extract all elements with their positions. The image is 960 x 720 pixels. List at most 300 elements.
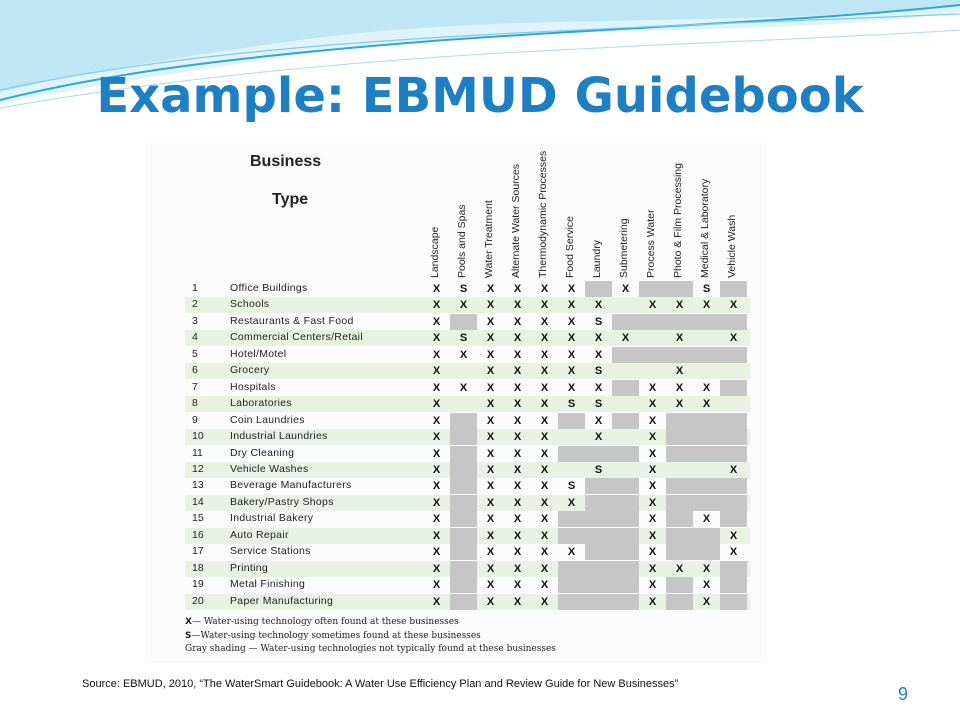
row-number: 7 xyxy=(192,380,198,393)
table-header-business: Business xyxy=(250,153,322,170)
table-cell: X xyxy=(486,283,495,295)
row-number: 10 xyxy=(192,430,204,443)
table-cell: X xyxy=(432,562,441,575)
table-cell: X xyxy=(540,381,549,394)
table-cell: X xyxy=(486,398,495,411)
legend-gray-text: Gray shading — Water-using technologies not typically found at these businesses xyxy=(185,644,556,654)
table-cell: X xyxy=(486,480,495,493)
table-cell: X xyxy=(513,414,522,427)
gray-cell xyxy=(666,594,693,610)
gray-cell xyxy=(666,446,693,462)
gray-cell xyxy=(612,495,639,511)
table-cell: X xyxy=(486,365,495,378)
row-number: 9 xyxy=(192,413,198,426)
table-cell: X xyxy=(540,463,549,476)
gray-cell xyxy=(693,495,720,511)
business-type-name: Hotel/Motel xyxy=(230,347,287,360)
source-citation: Source: EBMUD, 2010, “The WaterSmart Guidebook: A Water Use Efficiency Plan and Review Guide for New Businesses” xyxy=(82,678,679,690)
table-cell xyxy=(693,330,720,346)
table-row xyxy=(185,380,750,396)
table-cell: X xyxy=(432,381,441,394)
table-cell: X xyxy=(486,332,495,345)
table-cell: X xyxy=(432,332,441,345)
row-number: 5 xyxy=(192,347,198,360)
table-cell: X xyxy=(513,513,522,526)
column-header-10: Medical & Laboratory xyxy=(699,178,711,278)
table-cell: X xyxy=(729,529,738,542)
gray-cell xyxy=(450,429,477,445)
table-cell: X xyxy=(540,348,549,361)
gray-cell xyxy=(450,462,477,478)
gray-cell xyxy=(693,347,720,363)
table-cell: X xyxy=(513,463,522,476)
gray-cell xyxy=(558,594,585,610)
row-number: 1 xyxy=(192,282,198,294)
legend-gray xyxy=(185,644,556,654)
table-row xyxy=(185,577,750,593)
table-row xyxy=(185,330,750,346)
table-cell: X xyxy=(432,529,441,542)
table-cell: X xyxy=(513,398,522,411)
table-cell: X xyxy=(540,513,549,526)
table-cell: X xyxy=(432,513,441,526)
table-cell: X xyxy=(432,595,441,608)
gray-cell xyxy=(450,544,477,560)
table-row xyxy=(185,594,750,610)
gray-cell xyxy=(612,561,639,577)
table-cell: X xyxy=(648,562,657,575)
table-cell: X xyxy=(540,283,549,295)
table-cell: X xyxy=(594,299,603,312)
gray-cell xyxy=(450,528,477,544)
table-cell: S xyxy=(459,332,468,345)
gray-cell xyxy=(558,561,585,577)
gray-cell xyxy=(639,281,666,297)
gray-cell xyxy=(639,314,666,330)
gray-cell xyxy=(693,446,720,462)
row-number: 20 xyxy=(192,594,204,607)
column-header-5: Food Service xyxy=(564,216,576,278)
gray-cell xyxy=(666,511,693,527)
business-type-name: Vehicle Washes xyxy=(230,462,309,475)
table-cell: X xyxy=(486,299,495,312)
gray-cell xyxy=(720,594,747,610)
table-cell: X xyxy=(432,496,441,509)
table-cell: X xyxy=(567,546,576,559)
table-row xyxy=(185,446,750,462)
table-row xyxy=(185,396,750,412)
gray-cell xyxy=(558,413,585,429)
gray-cell xyxy=(585,511,612,527)
table-cell: X xyxy=(432,365,441,378)
row-number: 2 xyxy=(192,298,198,311)
gray-cell xyxy=(720,314,747,330)
gray-cell xyxy=(693,544,720,560)
business-type-name: Paper Manufacturing xyxy=(230,594,334,607)
table-cell: X xyxy=(540,299,549,312)
legend-s-text: —Water-using technology sometimes found at these businesses xyxy=(191,631,481,641)
gray-cell xyxy=(612,511,639,527)
table-cell: X xyxy=(648,480,657,493)
page-number: 9 xyxy=(898,684,909,704)
table-cell: X xyxy=(459,381,468,394)
gray-cell xyxy=(666,577,693,593)
table-cell: X xyxy=(567,348,576,361)
table-cell: X xyxy=(648,496,657,509)
table-cell: X xyxy=(432,463,441,476)
table-cell: X xyxy=(432,431,441,444)
table-cell: X xyxy=(540,315,549,328)
table-cell xyxy=(612,462,639,478)
gray-cell xyxy=(450,511,477,527)
table-cell: X xyxy=(648,447,657,460)
table-cell: X xyxy=(486,546,495,559)
legend-x-key: X xyxy=(185,617,192,627)
table-cell: X xyxy=(432,315,441,328)
table-cell xyxy=(612,429,639,445)
table-cell: X xyxy=(648,546,657,559)
gray-cell xyxy=(666,413,693,429)
row-number: 15 xyxy=(192,512,204,525)
table-cell: X xyxy=(567,496,576,509)
business-type-name: Restaurants & Fast Food xyxy=(230,314,354,327)
gray-cell xyxy=(720,495,747,511)
table-cell: X xyxy=(486,496,495,509)
gray-cell xyxy=(720,380,747,396)
gray-cell xyxy=(720,577,747,593)
gray-cell xyxy=(612,446,639,462)
row-number: 18 xyxy=(192,561,204,574)
table-cell: X xyxy=(675,398,684,411)
table-cell: X xyxy=(540,562,549,575)
table-cell: S xyxy=(594,315,603,328)
table-cell: X xyxy=(540,595,549,608)
business-type-name: Commercial Centers/Retail xyxy=(230,331,363,344)
column-header-6: Laundry xyxy=(591,240,603,278)
table-cell: X xyxy=(675,332,684,345)
table-cell: X xyxy=(594,414,603,427)
table-cell: X xyxy=(648,529,657,542)
table-cell: X xyxy=(648,299,657,312)
table-cell: X xyxy=(675,381,684,394)
gray-cell xyxy=(558,528,585,544)
gray-cell xyxy=(585,495,612,511)
table-cell xyxy=(450,396,477,412)
gray-cell xyxy=(720,281,747,297)
table-cell: X xyxy=(729,332,738,345)
table-cell: X xyxy=(567,332,576,345)
table-row xyxy=(185,297,750,313)
table-cell: X xyxy=(540,332,549,345)
table-cell: X xyxy=(567,365,576,378)
gray-cell xyxy=(693,478,720,494)
table-cell: X xyxy=(648,431,657,444)
table-row xyxy=(185,511,750,527)
table-cell: X xyxy=(432,299,441,312)
table-cell: X xyxy=(459,299,468,312)
gray-cell xyxy=(585,528,612,544)
column-header-3: Alternate Water Sources xyxy=(510,164,522,278)
table-cell: X xyxy=(621,332,630,345)
gray-cell xyxy=(450,577,477,593)
table-row xyxy=(185,363,750,379)
table-cell: X xyxy=(540,398,549,411)
business-type-name: Schools xyxy=(230,298,270,311)
table-cell xyxy=(720,363,747,379)
table-cell: X xyxy=(702,595,711,608)
row-number: 14 xyxy=(192,495,204,508)
table-cell: X xyxy=(513,431,522,444)
column-header-9: Photo & Film Processing xyxy=(672,163,684,278)
row-number: 19 xyxy=(192,578,204,591)
table-row xyxy=(185,478,750,494)
column-header-7: Submetering xyxy=(618,218,630,278)
gray-cell xyxy=(720,429,747,445)
table-row xyxy=(185,347,750,363)
table-cell: X xyxy=(648,414,657,427)
table-cell: X xyxy=(594,431,603,444)
row-number: 4 xyxy=(192,331,198,344)
table-cell: X xyxy=(540,447,549,460)
table-cell xyxy=(666,462,693,478)
business-type-name: Industrial Bakery xyxy=(230,512,314,525)
gray-cell xyxy=(450,314,477,330)
table-cell: X xyxy=(648,381,657,394)
gray-cell xyxy=(720,511,747,527)
table-cell: X xyxy=(513,529,522,542)
table-row xyxy=(185,561,750,577)
table-cell: X xyxy=(648,579,657,592)
column-header-0: Landscape xyxy=(429,226,441,278)
gray-cell xyxy=(450,413,477,429)
table-cell: X xyxy=(486,381,495,394)
gray-cell xyxy=(612,478,639,494)
table-cell xyxy=(612,297,639,313)
business-type-name: Hospitals xyxy=(230,380,276,393)
table-cell: X xyxy=(594,332,603,345)
table-cell: X xyxy=(513,595,522,608)
table-cell: X xyxy=(513,381,522,394)
table-cell: X xyxy=(540,529,549,542)
table-cell: X xyxy=(540,496,549,509)
gray-cell xyxy=(585,544,612,560)
table-cell: X xyxy=(513,447,522,460)
row-number: 12 xyxy=(192,462,204,475)
table-cell: S xyxy=(702,283,711,295)
gray-cell xyxy=(639,347,666,363)
business-type-name: Beverage Manufacturers xyxy=(230,479,352,492)
row-number: 3 xyxy=(192,314,198,327)
table-header-type: Type xyxy=(272,191,309,208)
gray-cell xyxy=(450,594,477,610)
table-cell xyxy=(639,330,666,346)
table-cell: X xyxy=(486,463,495,476)
business-type-name: Grocery xyxy=(230,364,270,377)
gray-cell xyxy=(693,314,720,330)
table-row xyxy=(185,413,750,429)
gray-cell xyxy=(720,347,747,363)
table-cell: X xyxy=(702,513,711,526)
gray-cell xyxy=(585,561,612,577)
table-cell: X xyxy=(567,299,576,312)
gray-cell xyxy=(450,446,477,462)
table-cell: X xyxy=(594,381,603,394)
table-cell: X xyxy=(432,414,441,427)
column-header-2: Water Treatment xyxy=(483,200,495,278)
business-type-name: Bakery/Pastry Shops xyxy=(230,495,334,508)
table-cell: X xyxy=(675,562,684,575)
table-cell: X xyxy=(513,480,522,493)
table-cell: X xyxy=(459,348,468,361)
gray-cell xyxy=(693,413,720,429)
gray-cell xyxy=(666,281,693,297)
table-cell: X xyxy=(702,381,711,394)
business-type-name: Service Stations xyxy=(230,545,311,558)
business-type-name: Office Buildings xyxy=(230,282,308,294)
table-cell: S xyxy=(594,463,603,476)
table-cell xyxy=(693,363,720,379)
gray-cell xyxy=(612,380,639,396)
business-type-name: Industrial Laundries xyxy=(230,430,328,443)
table-cell: X xyxy=(567,381,576,394)
table-cell: X xyxy=(594,348,603,361)
gray-cell xyxy=(585,577,612,593)
table-cell: X xyxy=(486,579,495,592)
gray-cell xyxy=(558,511,585,527)
table-cell: X xyxy=(486,513,495,526)
table-cell: X xyxy=(486,595,495,608)
table-cell xyxy=(639,363,666,379)
table-cell: X xyxy=(432,398,441,411)
gray-cell xyxy=(666,478,693,494)
table-row xyxy=(185,544,750,560)
table-cell: X xyxy=(432,480,441,493)
table-cell: X xyxy=(432,546,441,559)
table-cell: X xyxy=(513,348,522,361)
table-cell: X xyxy=(702,579,711,592)
table-cell: S xyxy=(594,365,603,378)
table-cell: X xyxy=(648,595,657,608)
table-cell: X xyxy=(486,431,495,444)
slide-title: Example: EBMUD Guidebook xyxy=(96,68,864,124)
gray-cell xyxy=(666,314,693,330)
gray-cell xyxy=(693,528,720,544)
row-number: 13 xyxy=(192,479,204,492)
table-cell: X xyxy=(540,414,549,427)
table-cell: X xyxy=(513,562,522,575)
row-number: 8 xyxy=(192,397,198,410)
gray-cell xyxy=(693,429,720,445)
table-cell xyxy=(693,462,720,478)
table-cell: X xyxy=(648,463,657,476)
table-cell: X xyxy=(513,283,522,295)
gray-cell xyxy=(612,544,639,560)
table-cell: X xyxy=(702,299,711,312)
legend-s-key: S xyxy=(185,631,192,641)
table-cell: X xyxy=(513,299,522,312)
gray-cell xyxy=(585,446,612,462)
row-number: 17 xyxy=(192,545,204,558)
gray-cell xyxy=(720,561,747,577)
table-row xyxy=(185,495,750,511)
row-number: 6 xyxy=(192,364,198,377)
table-row xyxy=(185,462,750,478)
table-cell: X xyxy=(567,315,576,328)
table-cell xyxy=(558,429,585,445)
table-cell: X xyxy=(675,365,684,378)
table-cell xyxy=(612,396,639,412)
table-cell: X xyxy=(675,299,684,312)
table-cell: X xyxy=(513,546,522,559)
table-cell: X xyxy=(729,463,738,476)
gray-cell xyxy=(666,528,693,544)
table-cell: X xyxy=(540,480,549,493)
gray-cell xyxy=(720,413,747,429)
table-cell: X xyxy=(486,348,495,361)
row-number: 11 xyxy=(192,446,203,459)
gray-cell xyxy=(585,594,612,610)
table-cell: S xyxy=(594,398,603,411)
gray-cell xyxy=(612,577,639,593)
table-cell: X xyxy=(567,283,576,295)
table-row xyxy=(185,314,750,330)
gray-cell xyxy=(612,413,639,429)
business-type-name: Coin Laundries xyxy=(230,413,305,426)
table-row xyxy=(185,281,750,297)
table-cell xyxy=(612,363,639,379)
table-cell: X xyxy=(540,546,549,559)
gray-cell xyxy=(666,495,693,511)
table-row xyxy=(185,429,750,445)
business-type-name: Laboratories xyxy=(230,397,292,410)
table-cell xyxy=(450,363,477,379)
column-header-4: Thermodynamic Processes xyxy=(537,150,549,278)
table-cell: X xyxy=(729,546,738,559)
table-cell: X xyxy=(486,529,495,542)
table-cell: X xyxy=(648,513,657,526)
gray-cell xyxy=(585,478,612,494)
table-cell: X xyxy=(621,283,630,295)
gray-cell xyxy=(666,429,693,445)
column-header-1: Pools and Spas xyxy=(456,204,468,278)
table-cell: X xyxy=(513,315,522,328)
table-cell: X xyxy=(540,579,549,592)
gray-cell xyxy=(612,347,639,363)
gray-cell xyxy=(720,446,747,462)
table-cell: X xyxy=(540,365,549,378)
table-cell: X xyxy=(540,431,549,444)
row-number: 16 xyxy=(192,528,204,541)
gray-cell xyxy=(666,347,693,363)
business-type-name: Metal Finishing xyxy=(230,578,306,591)
table-cell: X xyxy=(729,299,738,312)
gray-cell xyxy=(585,281,612,297)
table-cell: X xyxy=(432,447,441,460)
gray-cell xyxy=(558,577,585,593)
table-cell: X xyxy=(486,414,495,427)
table-cell xyxy=(720,396,747,412)
table-cell: S xyxy=(567,480,576,493)
legend-x-text: — Water-using technology often found at these businesses xyxy=(191,617,459,627)
column-header-11: Vehicle Wash xyxy=(726,214,738,278)
table-cell: X xyxy=(513,579,522,592)
table-cell: X xyxy=(486,562,495,575)
legend-s xyxy=(185,631,481,641)
table-cell: X xyxy=(702,398,711,411)
business-type-name: Printing xyxy=(230,561,269,574)
column-header-8: Process Water xyxy=(645,209,657,278)
table-cell: X xyxy=(432,348,441,361)
